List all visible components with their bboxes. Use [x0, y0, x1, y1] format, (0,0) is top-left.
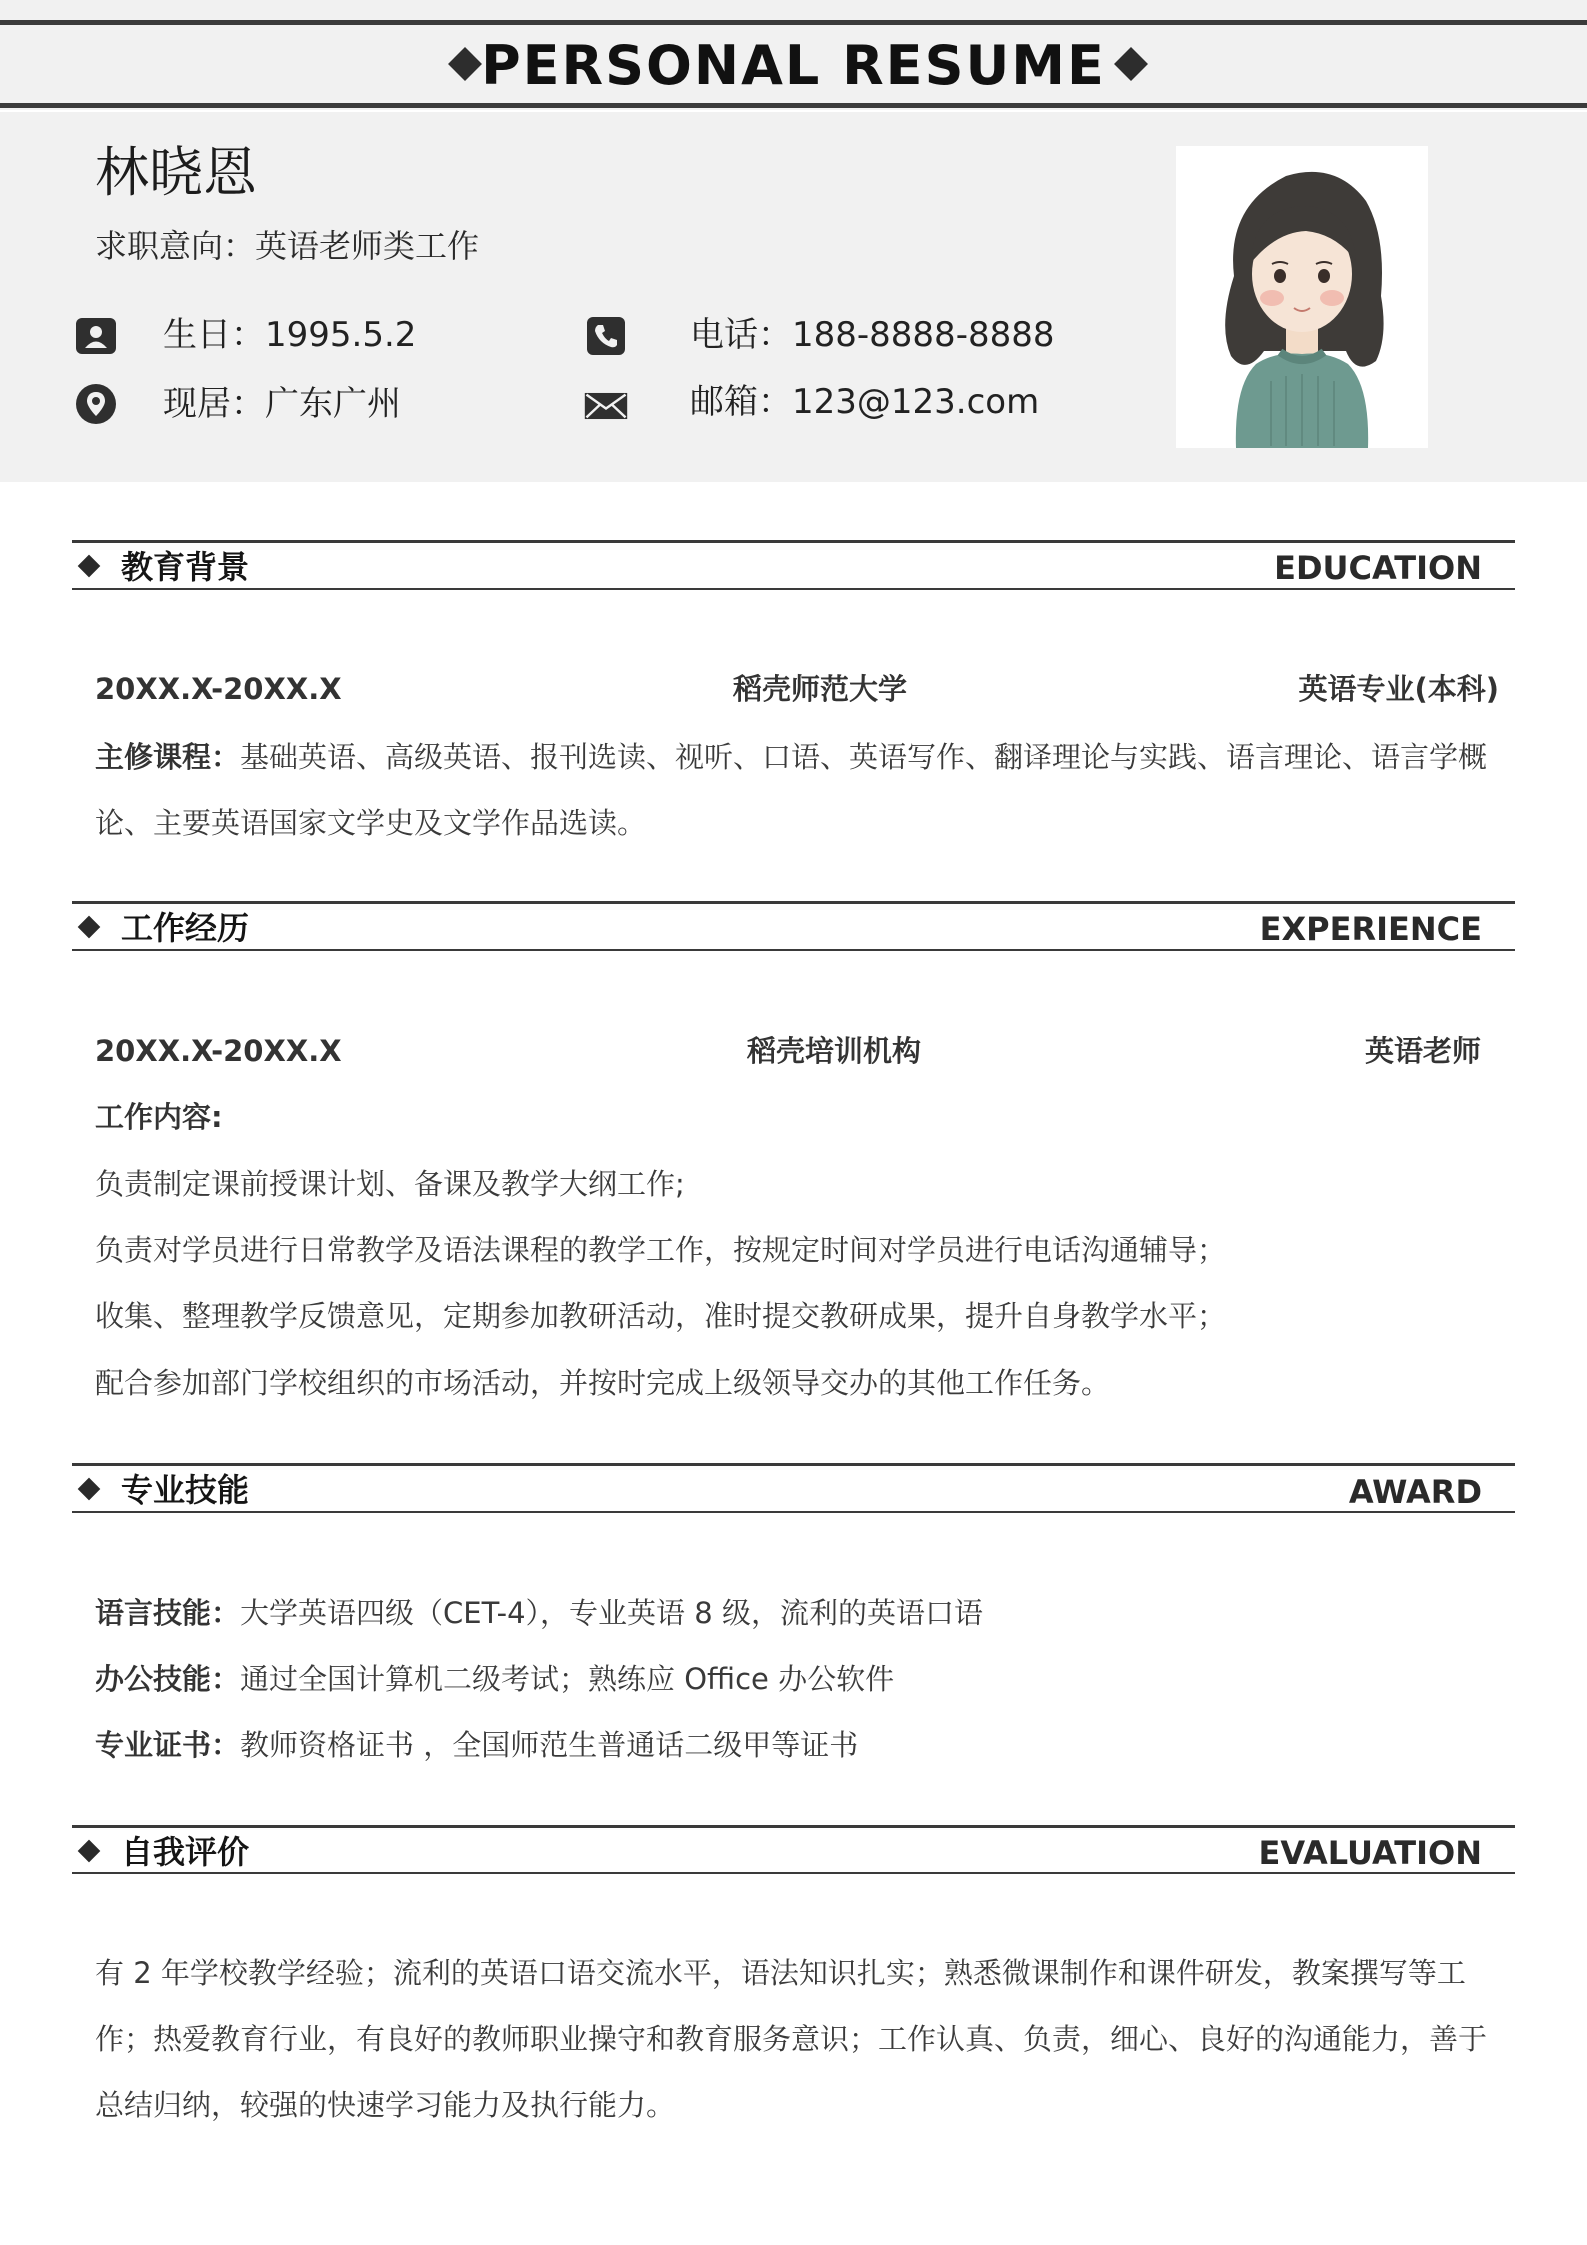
experience-bottom-rule — [72, 949, 1515, 951]
evaluation-diamond-icon — [78, 1840, 101, 1863]
avatar-illustration — [1176, 146, 1428, 448]
title-bottom-rule — [0, 103, 1587, 108]
id-card-icon — [74, 314, 118, 358]
skills-bottom-rule — [72, 1511, 1515, 1513]
skill-text: 通过全国计算机二级考试；熟练应 Office 办公软件 — [240, 1662, 895, 1696]
skills-top-rule — [72, 1463, 1515, 1466]
skill-label: 专业证书： — [95, 1728, 241, 1762]
experience-en-title: EXPERIENCE — [1259, 910, 1482, 948]
title-bar — [0, 0, 1587, 110]
phone: 电话：188-8888-8888 — [690, 315, 1055, 355]
duty-item: 配合参加部门学校组织的市场活动，并按时完成上级领导交办的其他工作任务。 — [95, 1366, 1111, 1400]
education-diamond-icon — [78, 555, 101, 578]
skill-label: 办公技能： — [95, 1662, 241, 1696]
skill-item — [95, 1594, 983, 1632]
experience-period: 20XX.X-20XX.X — [95, 1034, 342, 1068]
experience-title: 工作经历 — [121, 909, 250, 947]
email: 邮箱：123@123.com — [690, 382, 1040, 422]
duty-item: 收集、整理教学反馈意见，定期参加教研活动，准时提交教研成果，提升自身教学水平； — [95, 1299, 1227, 1333]
profile-photo — [1176, 146, 1428, 448]
evaluation-text: 有 2 年学校教学经验；流利的英语口语交流水平，语法知识扎实；熟悉微课制作和课件研发，教案撰写等工作；热爱教育行业，有良好的教师职业操守和教育服务意识；工作认真、负责，细心、良好的沟通能力，善于总结归纳，较强的快速学习能力及执行能力。 — [95, 1956, 1488, 2122]
birthday: 生日：1995.5.2 — [163, 315, 417, 355]
experience-diamond-icon — [78, 916, 101, 939]
evaluation-top-rule — [72, 1825, 1515, 1828]
education-school: 稻壳师范大学 — [733, 672, 908, 706]
education-top-rule — [72, 540, 1515, 543]
skill-label: 语言技能： — [95, 1596, 241, 1630]
envelope-icon — [584, 384, 628, 428]
education-bottom-rule — [72, 588, 1515, 590]
education-courses — [95, 724, 1505, 856]
location-pin-icon — [74, 382, 118, 426]
duty-item: 负责制定课前授课计划、备课及教学大纲工作; — [95, 1167, 685, 1201]
education-period: 20XX.X-20XX.X — [95, 672, 342, 706]
skill-text: 大学英语四级（CET-4），专业英语 8 级，流利的英语口语 — [240, 1596, 983, 1630]
residence: 现居：广东广州 — [163, 384, 401, 424]
skill-text: 教师资格证书 ，全国师范生普通话二级甲等证书 — [240, 1728, 859, 1762]
work-content-label: 工作内容: — [95, 1100, 223, 1134]
education-major: 英语专业(本科) — [1298, 672, 1499, 706]
page-title: PERSONAL RESUME — [481, 34, 1106, 97]
courses-text: 基础英语、高级英语、报刊选读、视听、口语、英语写作、翻译理论与实践、语言理论、语言学概论、主要英语国家文学史及文学作品选读。 — [95, 740, 1488, 840]
title-top-rule — [0, 20, 1587, 25]
courses-label: 主修课程： — [95, 740, 241, 774]
skills-en-title: AWARD — [1348, 1473, 1482, 1511]
experience-position: 英语老师 — [1364, 1034, 1481, 1068]
evaluation-title: 自我评价 — [121, 1833, 250, 1871]
skills-diamond-icon — [78, 1478, 101, 1501]
experience-top-rule — [72, 901, 1515, 904]
education-en-title: EDUCATION — [1274, 549, 1482, 587]
skills-title: 专业技能 — [121, 1471, 250, 1509]
experience-company: 稻壳培训机构 — [747, 1034, 922, 1068]
skill-item — [95, 1726, 858, 1764]
profile-name: 林晓恩 — [95, 141, 257, 204]
evaluation-en-title: EVALUATION — [1258, 1834, 1482, 1872]
skill-item — [95, 1660, 894, 1698]
job-intent: 求职意向：英语老师类工作 — [95, 227, 480, 265]
duty-item: 负责对学员进行日常教学及语法课程的教学工作，按规定时间对学员进行电话沟通辅导； — [95, 1233, 1227, 1267]
education-title: 教育背景 — [121, 548, 250, 586]
phone-icon — [584, 314, 628, 358]
